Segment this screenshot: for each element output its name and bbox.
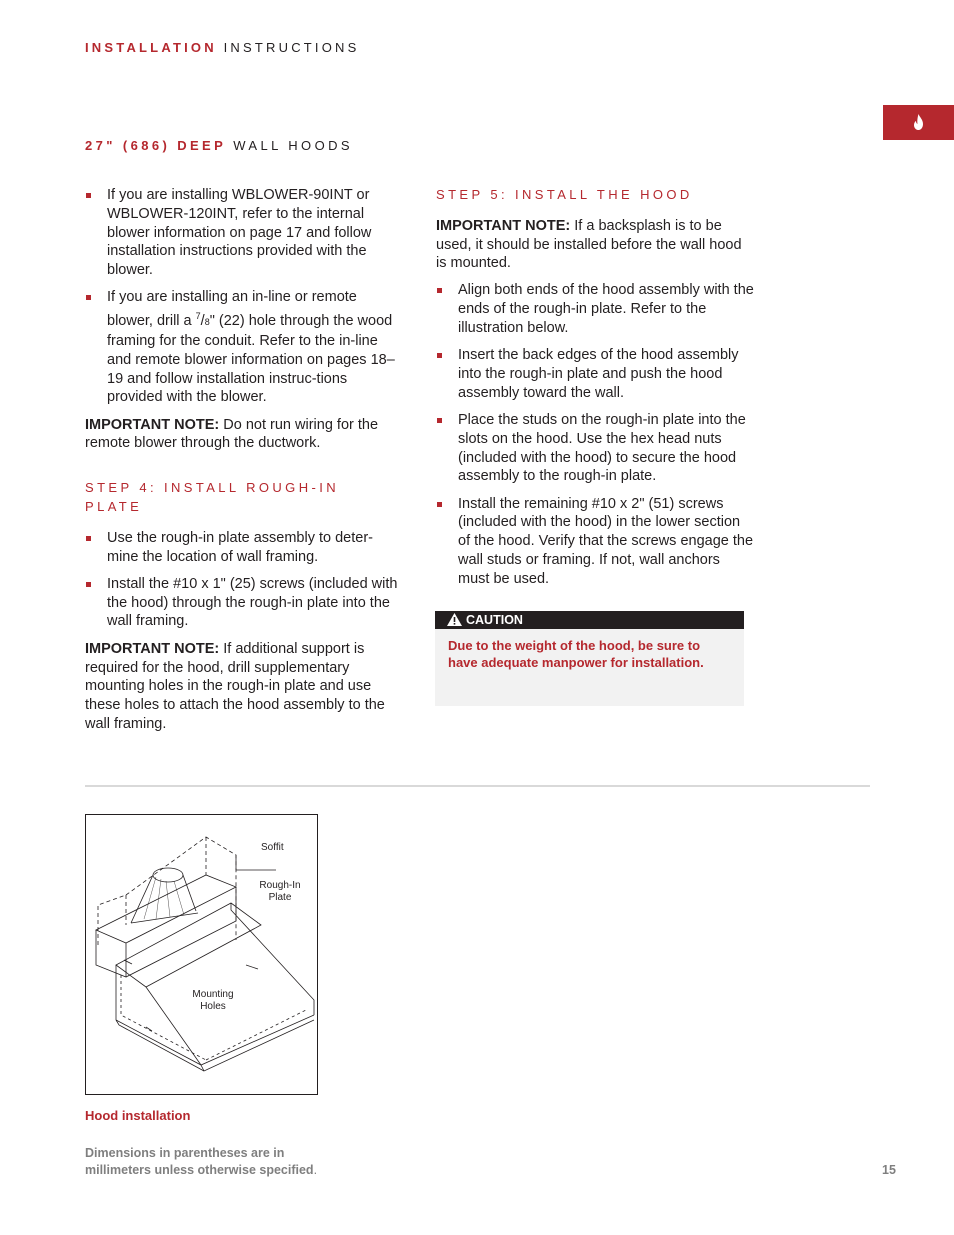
bullet-square (86, 193, 91, 198)
label-soffit: Soffit (261, 842, 284, 853)
right-column (436, 186, 754, 597)
list-item: Place the studs on the rough-in plate into the slots on the hood. Use the hex head nuts (included with the hood) to secure the hood assembly to the rough-in plate. (436, 411, 754, 486)
label-rough-in-plate: Rough-In Plate (259, 880, 301, 903)
page-number: 15 (882, 1163, 896, 1177)
section-title: 27" (686) DEEP WALL HOODS (85, 138, 353, 153)
step4-heading: STEP 4: INSTALL ROUGH-IN PLATE (85, 480, 340, 514)
list-item: Install the remaining #10 x 2" (51) screws (included with the hood) in the lower section of the hood. Verify that the screws engage the wall studs or framing. If not, wall anchors must be used. (436, 495, 754, 589)
hood-illustration (85, 814, 318, 1095)
figure-caption: Hood installation (85, 1108, 191, 1123)
dimensions-footnote: Dimensions in parentheses are in millimeters unless otherwise specified. (85, 1146, 318, 1177)
bullet-square (437, 502, 442, 507)
caution-bar: CAUTION (435, 611, 744, 629)
list-item: Insert the back edges of the hood assembly into the rough-in plate and push the hood assembly toward the wall. (436, 346, 754, 402)
list-item: Install the #10 x 1" (25) screws (included with the hood) through the rough-in plate into the wall framing. (85, 575, 403, 631)
important-note: IMPORTANT NOTE: Do not run wiring for the remote blower through the ductwork. (85, 416, 379, 452)
page-header: INSTALLATION INSTRUCTIONS (85, 40, 360, 55)
important-note: IMPORTANT NOTE: If a backsplash is to be used, it should be installed before the wall hood is mounted. (436, 217, 742, 272)
list-item: Align both ends of the hood assembly with the ends of the rough-in plate. Refer to the illustration below. (436, 281, 754, 337)
bullet-square (437, 353, 442, 358)
bullet-square (437, 418, 442, 423)
hood-drawing (86, 815, 317, 1094)
list-item: If you are installing an in-line or remote blower, drill a $^7$/8" (22) hole through the wood framing for the conduit. Refer to the in-line and remote blower information on pages 18–19 and follow installation instruc-tions provided with the blower. (85, 288, 403, 407)
bullet-square (86, 295, 91, 300)
caution-text: Due to the weight of the hood, be sure to have adequate manpower for installation. (448, 638, 704, 670)
important-note: IMPORTANT NOTE: If additional support is required for the hood, drill supplementary mounting holes in the rough-in plate and use these holes to attach the hood assembly to the wall framing. (85, 640, 385, 732)
section-tab (883, 105, 954, 140)
list-item: If you are installing WBLOWER-90INT or WBLOWER-120INT, refer to the internal blower information on page 17 and follow installation instructions provided with the blower. (85, 186, 403, 280)
divider (85, 785, 870, 787)
bullet-list (85, 529, 403, 631)
left-column (85, 186, 403, 742)
bullet-list (85, 186, 403, 407)
step5-heading: STEP 5: INSTALL THE HOOD (436, 187, 693, 202)
bullet-square (86, 582, 91, 587)
label-mounting-holes: Mounting Holes (192, 989, 234, 1012)
bullet-square (437, 288, 442, 293)
warning-icon (447, 613, 462, 626)
flame-icon (912, 114, 925, 131)
caution-box (435, 611, 744, 706)
list-item: Use the rough-in plate assembly to deter-mine the location of wall framing. (85, 529, 403, 567)
bullet-square (86, 536, 91, 541)
bullet-list (436, 281, 754, 588)
